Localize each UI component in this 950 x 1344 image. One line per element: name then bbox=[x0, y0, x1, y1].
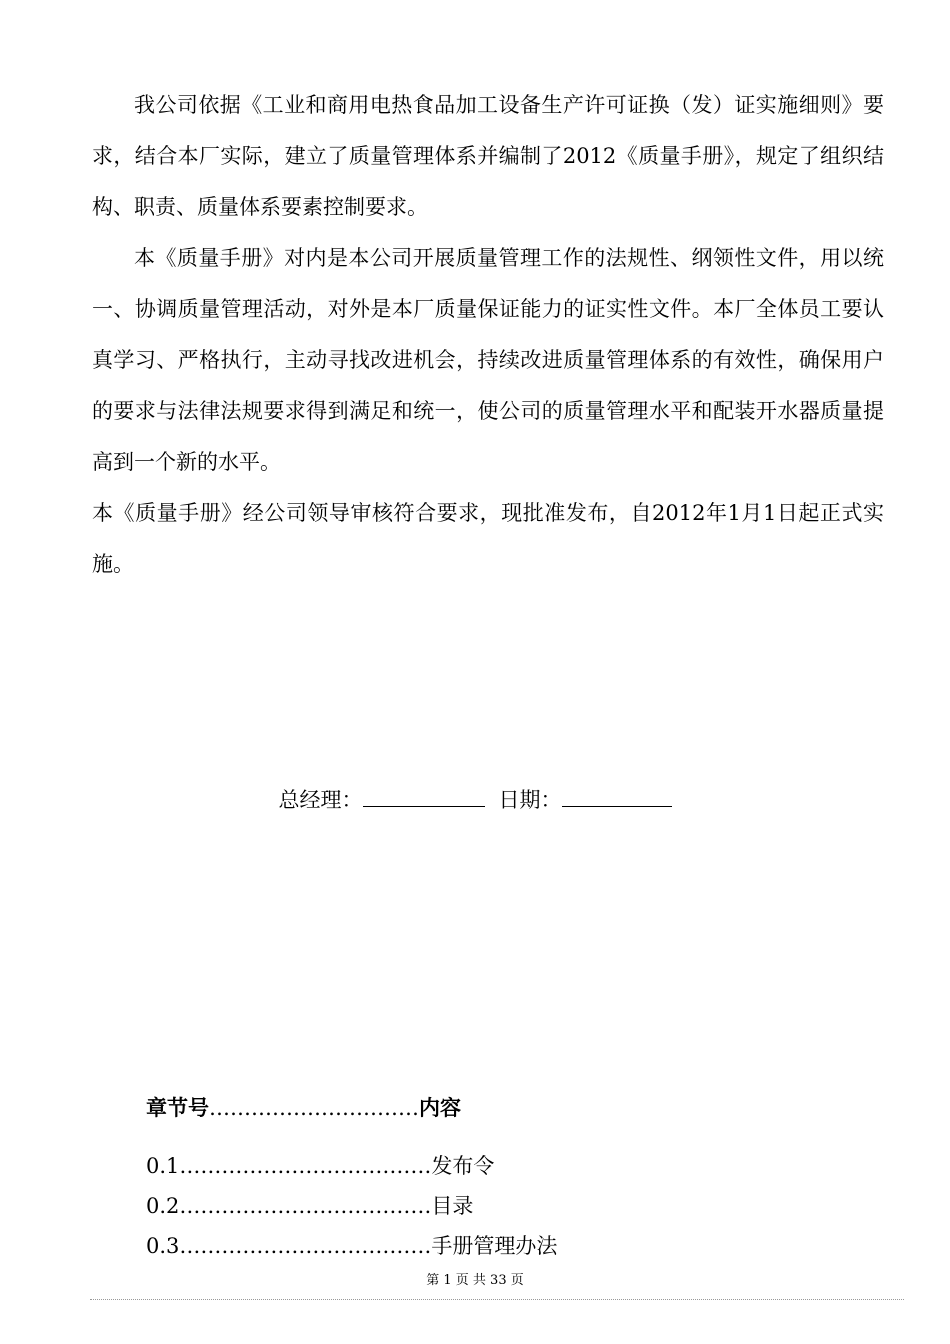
manager-label: 总经理： bbox=[278, 788, 363, 812]
toc-row-number: 0.3 bbox=[146, 1234, 180, 1258]
toc-row[interactable] bbox=[146, 1226, 557, 1266]
toc-row-leader: ……………………………… bbox=[179, 1154, 432, 1178]
toc-row-title: 手册管理办法 bbox=[431, 1234, 558, 1258]
footer-divider bbox=[90, 1299, 904, 1300]
toc-row-number: 0.1 bbox=[146, 1154, 180, 1178]
paragraph-approval: 本《质量手册》经公司领导审核符合要求，现批准发布，自2012年1月1日起正式实施。 bbox=[92, 501, 884, 576]
toc-header-content: 内容 bbox=[419, 1096, 461, 1120]
toc-header bbox=[146, 1088, 557, 1128]
toc-header-section: 章节号 bbox=[146, 1096, 209, 1120]
toc-row-number: 0.2 bbox=[146, 1194, 180, 1218]
paragraph-purpose: 本《质量手册》对内是本公司开展质量管理工作的法规性、纲领性文件，用以统一、协调质量管理活动，对外是本厂质量保证能力的证实性文件。本厂全体员工要认真学习、严格执行，主动寻找改进机会，持续改进质量管理体系的有效性，确保用户的要求与法律法规要求得到满足和统一，使公司的质量管理水平和配装开水器质量提高到一个新的水平。 bbox=[92, 246, 884, 474]
toc-row-title: 发布令 bbox=[431, 1154, 495, 1178]
date-label: 日期： bbox=[498, 788, 562, 812]
table-of-contents bbox=[146, 1088, 557, 1266]
toc-row-title: 目录 bbox=[431, 1194, 474, 1218]
signature-row bbox=[0, 782, 950, 817]
toc-row-leader: ……………………………… bbox=[179, 1194, 432, 1218]
paragraph-basis: 我公司依据《工业和商用电热食品加工设备生产许可证换（发）证实施细则》要求，结合本厂实际，建立了质量管理体系并编制了2012《质量手册》，规定了组织结构、职责、质量体系要素控制要求。 bbox=[92, 93, 884, 219]
page-footer: 第 1 页 共 33 页 bbox=[426, 1273, 524, 1288]
date-signature-line bbox=[562, 782, 672, 807]
toc-row[interactable] bbox=[146, 1146, 557, 1186]
toc-row[interactable] bbox=[146, 1186, 557, 1226]
toc-header-leader: ………………………… bbox=[209, 1096, 419, 1120]
toc-row-leader: ……………………………… bbox=[179, 1234, 432, 1258]
manager-signature-line bbox=[363, 782, 485, 807]
